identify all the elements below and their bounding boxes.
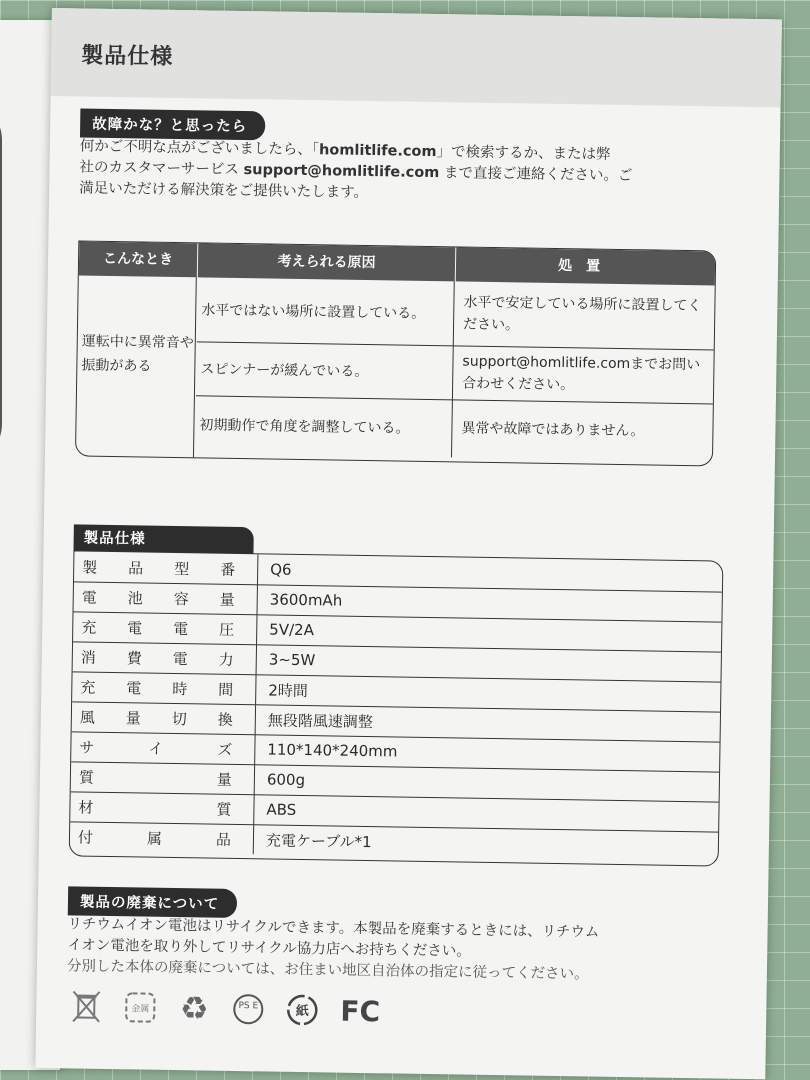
table-header: こんなとき bbox=[79, 241, 198, 277]
spec-value: 600g bbox=[266, 770, 306, 790]
spec-label: 質 量 bbox=[71, 761, 255, 794]
table-header: 処置 bbox=[456, 247, 717, 285]
spec-label: 材 質 bbox=[70, 791, 254, 824]
spec-value: 無段階風速調整 bbox=[267, 710, 373, 731]
spec-value: 3~5W bbox=[268, 650, 316, 670]
left-page-illustration bbox=[0, 100, 2, 464]
spec-value: 3600mAh bbox=[269, 590, 343, 610]
spec-label: 付 属 品 bbox=[70, 821, 254, 854]
spec-value: 110*140*240mm bbox=[267, 740, 398, 761]
spec-label: 製 品 型 番 bbox=[74, 551, 258, 584]
metal-icon-text: 金属 bbox=[131, 1004, 150, 1015]
solution-cell: support@homlitlife.comまでお問い合わせください。 bbox=[462, 353, 701, 394]
website-link[interactable]: homlitlife.com bbox=[318, 142, 437, 161]
pse-icon bbox=[230, 991, 267, 1028]
spec-value: 2時間 bbox=[268, 680, 308, 700]
spec-heading: 製品仕様 bbox=[73, 524, 253, 555]
support-email[interactable]: support@homlitlife.com bbox=[243, 162, 440, 182]
certification-icons bbox=[68, 988, 383, 1029]
paper-icon-text: 紙 bbox=[295, 1003, 309, 1020]
spec-value: ABS bbox=[266, 800, 297, 819]
spec-label: 充 電 電 圧 bbox=[73, 611, 257, 644]
troubleshoot-intro: 何かご不明な点がございましたら、「homlitlife.com」で検索するか、または弊 社のカスタマーサービス support@homlitlife.com まで直接ご連絡ください。ご 満足いただける解決策をご提供いたします。 bbox=[79, 138, 633, 201]
spec-label: 風 量 切 換 bbox=[72, 701, 256, 734]
cause-cell: 水平ではない場所に設置している。 bbox=[197, 277, 455, 345]
paper-recycle-icon bbox=[284, 992, 321, 1029]
solution-cell: 異常や故障ではありません。 bbox=[461, 420, 645, 440]
troubleshoot-table bbox=[75, 240, 716, 466]
spec-label: 充 電 時 間 bbox=[72, 671, 256, 704]
spec-label: 消 費 電 力 bbox=[73, 641, 257, 674]
spec-label: 電 池 容 量 bbox=[74, 581, 258, 614]
fc-icon: FC bbox=[340, 994, 381, 1028]
spec-label: サ イ ズ bbox=[71, 731, 255, 764]
disposal-text: リチウムイオン電池はリサイクルできます。本製品を廃棄するときには、リチウム イオン電池を取り外してリサイクル協力店へお持ちください。 分別した本体の廃棄については、お住まい地区自治体の指定に従ってください。 bbox=[66, 916, 600, 983]
manual-page bbox=[35, 8, 782, 1079]
disposal-heading: 製品の廃棄について bbox=[68, 886, 238, 918]
cause-cell: スピンナーが緩んでいる。 bbox=[196, 341, 454, 399]
spec-value: Q6 bbox=[270, 560, 292, 579]
spec-table bbox=[69, 550, 724, 866]
page-title: 製品仕様 bbox=[81, 43, 174, 70]
table-header: 考えられる原因 bbox=[198, 243, 456, 281]
pse-icon-text: PS E bbox=[238, 1001, 259, 1012]
troubleshoot-heading: 故障かな？と思ったら bbox=[80, 108, 265, 140]
cause-cell: 初期動作で角度を調整している。 bbox=[195, 395, 453, 457]
metal-recycle-icon bbox=[122, 989, 159, 1026]
symptom-cell: 運転中に異常音や振動がある bbox=[76, 275, 197, 457]
solution-cell: 水平で安定している場所に設置してください。 bbox=[462, 294, 702, 334]
weee-bin-icon bbox=[68, 988, 105, 1025]
recycle-icon: ♻ bbox=[179, 989, 209, 1028]
spec-value: 充電ケーブル*1 bbox=[265, 830, 372, 851]
spec-value: 5V/2A bbox=[269, 620, 315, 640]
